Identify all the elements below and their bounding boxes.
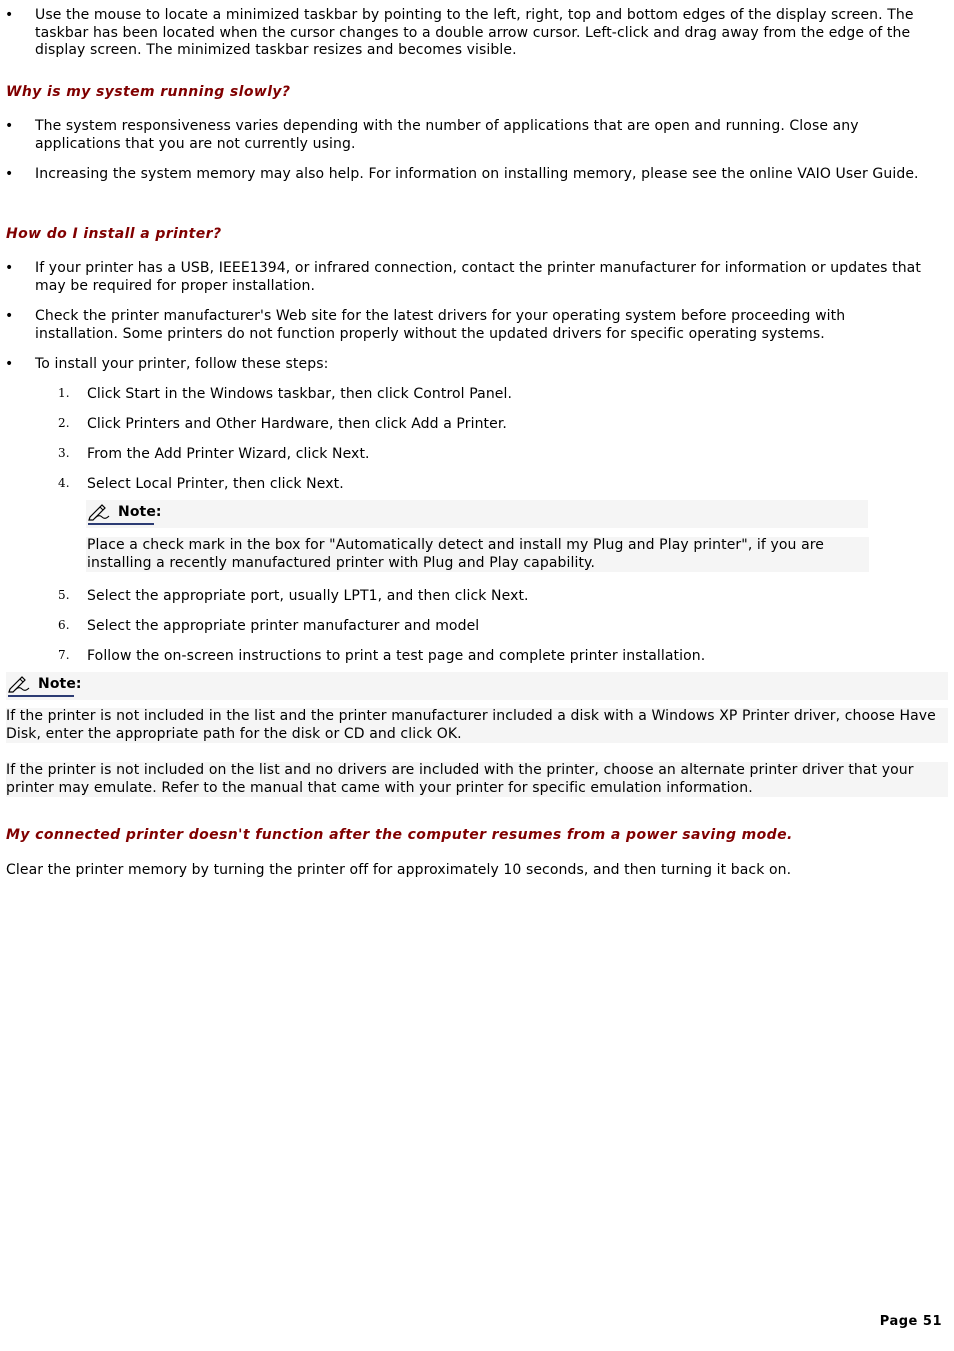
note-header-bar <box>6 672 948 700</box>
section-heading-printer: How do I install a printer? <box>6 226 222 242</box>
section-heading-slow: Why is my system running slowly? <box>6 84 291 100</box>
step-item: 6. Select the appropriate printer manufacturer and model <box>58 618 480 634</box>
page-number: Page 51 <box>879 1314 942 1329</box>
pencil-writing-icon <box>88 503 110 521</box>
step-item: 2. Click Printers and Other Hardware, then click Add a Printer. <box>58 416 507 432</box>
note-underline <box>88 523 154 525</box>
step-number: 6. <box>58 618 70 632</box>
paragraph: Clear the printer memory by turning the printer off for approximately 10 seconds, and then turning it back on. <box>6 862 792 878</box>
pencil-writing-icon <box>8 675 30 693</box>
step-number: 5. <box>58 588 70 602</box>
note-text: Place a check mark in the box for "Automatically detect and install my Plug and Play printer", if you are installing a recently manufactured printer with Plug and Play capability. <box>86 537 869 572</box>
note-label: Note: <box>118 504 162 520</box>
bullet-icon: • <box>5 260 14 276</box>
step-item: 4. Select Local Printer, then click Next. <box>58 476 344 492</box>
list-item: • If your printer has a USB, IEEE1394, or infrared connection, contact the printer manufacturer for information or updates that may be required for proper installation. <box>5 260 921 294</box>
bullet-icon: • <box>5 166 14 182</box>
step-number: 3. <box>58 446 70 460</box>
step-item: 3. From the Add Printer Wizard, click Next. <box>58 446 370 462</box>
note-text: If the printer is not included on the list and no drivers are included with the printer, choose an alternate printer driver that your printer may emulate. Refer to the manual that came with your printer for specific emulation information. <box>6 762 948 797</box>
list-item: • Use the mouse to locate a minimized taskbar by pointing to the left, right, top and bottom edges of the display screen. The taskbar has been located when the cursor changes to a double arrow cursor. Left-click and drag away from the edge of the display screen. The minimized taskbar resizes and becomes visible. <box>5 7 914 58</box>
note-header <box>88 503 162 521</box>
note-header-bar <box>86 500 868 528</box>
bullet-icon: • <box>5 118 14 134</box>
note-text: If the printer is not included in the list and the printer manufacturer included a disk with a Windows XP Printer driver, choose Have Disk, enter the appropriate path for the disk or CD and click OK. <box>6 708 948 743</box>
note-label: Note: <box>38 676 82 692</box>
step-item: 7. Follow the on-screen instructions to print a test page and complete printer installation. <box>58 648 706 664</box>
note-header <box>8 675 82 693</box>
bullet-icon: • <box>5 308 14 324</box>
step-item: 5. Select the appropriate port, usually LPT1, and then click Next. <box>58 588 529 604</box>
step-number: 2. <box>58 416 70 430</box>
step-number: 1. <box>58 386 70 400</box>
section-heading-power: My connected printer doesn't function after the computer resumes from a power saving mode. <box>6 827 793 843</box>
step-number: 7. <box>58 648 70 662</box>
step-item: 1. Click Start in the Windows taskbar, then click Control Panel. <box>58 386 513 402</box>
note-underline <box>8 695 74 697</box>
bullet-icon: • <box>5 7 14 23</box>
bullet-icon: • <box>5 356 14 372</box>
step-number: 4. <box>58 476 70 490</box>
list-item: • Check the printer manufacturer's Web site for the latest drivers for your operating system before proceeding with installation. Some printers do not function properly without the updated drivers for specific operating systems. <box>5 308 846 342</box>
list-item: • To install your printer, follow these steps: <box>5 356 329 372</box>
list-item: • The system responsiveness varies depending with the number of applications that are open and running. Close any applications that you are not currently using. <box>5 118 859 152</box>
list-item: • Increasing the system memory may also help. For information on installing memory, please see the online VAIO User Guide. <box>5 166 919 182</box>
